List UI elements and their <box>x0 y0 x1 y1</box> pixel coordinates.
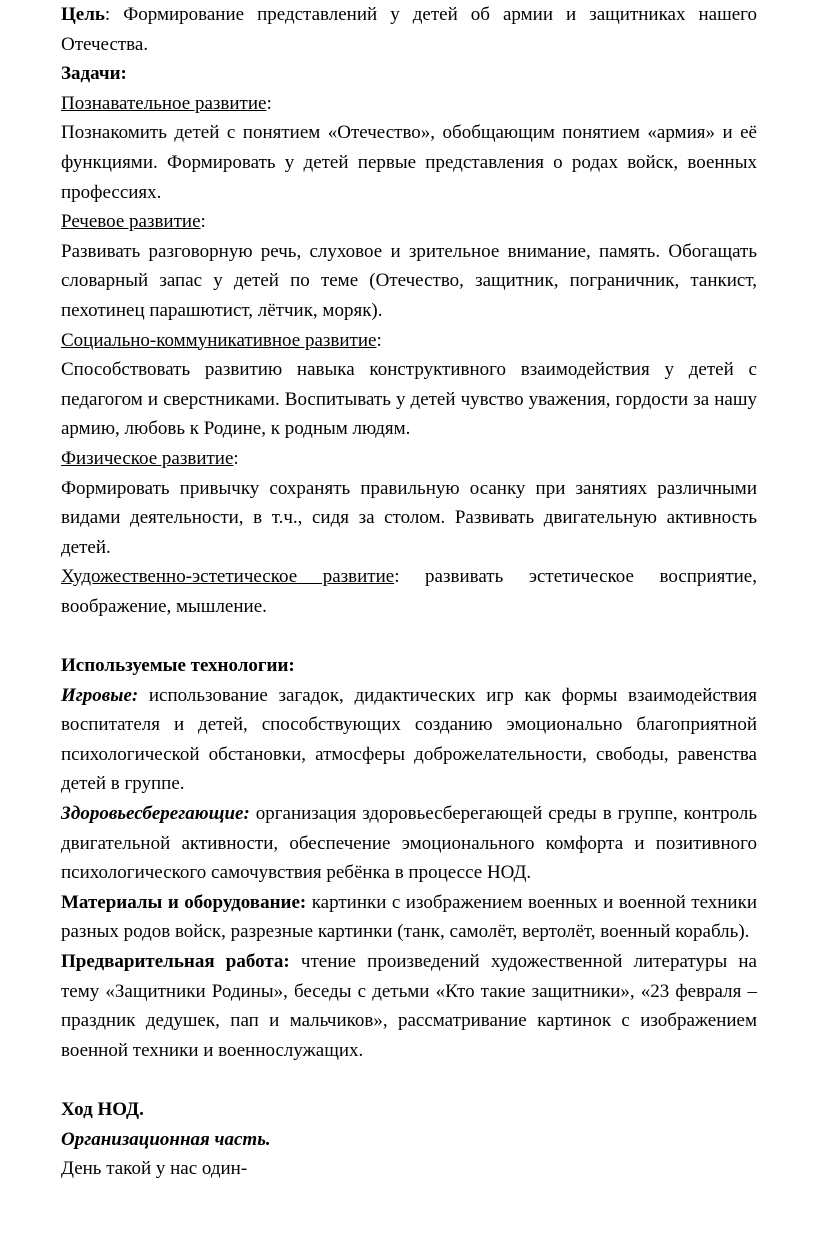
game-tech-text: использование загадок, дидактических игр как формы взаимодействия воспитателя и детей, способствующих созданию эмоционально благоприятной психологической обстановки, атмосферы доброжелательности, свободы, равенства детей в группе. <box>61 684 757 795</box>
artistic-text: : развивать эстетическое восприятие, воображение, мышление. <box>61 566 757 617</box>
goal-label: Цель <box>61 4 105 25</box>
social-text: Способствовать развитию навыка конструктивного взаимодействия у детей с педагогом и сверстниками. Воспитывать у детей чувство уважения, гордости за нашу армию, любовь к Родине, к родным людям. <box>61 359 757 440</box>
goal-paragraph <box>61 0 757 59</box>
physical-label: Физическое развитие <box>61 447 234 469</box>
health-tech-paragraph <box>61 799 757 888</box>
materials-paragraph <box>61 888 757 947</box>
goal-text: : Формирование представлений у детей об армии и защитниках нашего Отечества. <box>61 4 757 55</box>
speech-label-line: Речевое развитие: <box>61 211 206 233</box>
social-label-line: Социально-коммуникативное развитие: <box>61 329 382 351</box>
document-page <box>61 0 757 1184</box>
materials-text: картинки с изображением военных и военной техники разных родов войск, разрезные картинки (танк, самолёт, вертолёт, военный корабль). <box>61 891 757 943</box>
game-tech-paragraph <box>61 681 757 799</box>
speech-label: Речевое развитие <box>61 211 201 233</box>
artistic-label: Художественно-эстетическое развитие <box>61 566 395 588</box>
cognitive-label-line: Познавательное развитие: <box>61 92 272 114</box>
social-label: Социально-коммуникативное развитие <box>61 329 377 351</box>
speech-text: Развивать разговорную речь, слуховое и зрительное внимание, память. Обогащать словарный запас у детей по теме (Отечество, защитник, пограничник, танкист, пехотинец парашютист, лётчик, моряк). <box>61 240 757 321</box>
blank-line <box>61 1065 757 1095</box>
physical-text: Формировать привычку сохранять правильную осанку при занятиях различными видами деятельности, в т.ч., сидя за столом. Развивать двигательную активность детей. <box>61 477 757 558</box>
lesson-part-heading: Организационная часть. <box>61 1128 271 1150</box>
cognitive-label: Познавательное развитие <box>61 92 267 114</box>
health-tech-text: организация здоровьесберегающей среды в группе, контроль двигательной активности, обеспечение эмоционального комфорта и позитивного психологического самочувствия ребёнка в процессе НОД. <box>61 803 757 884</box>
cognitive-text: Познакомить детей с понятием «Отечество», обобщающим понятием «армия» и её функциями. Формировать у детей первые представления о родах войск, военных профессиях. <box>61 122 757 203</box>
tasks-heading: Задачи: <box>61 63 127 85</box>
artistic-paragraph <box>61 562 757 621</box>
lesson-first-line: День такой у нас один- <box>61 1158 248 1180</box>
blank-line <box>61 621 757 651</box>
materials-label: Материалы и оборудование: <box>61 891 307 913</box>
physical-label-line: Физическое развитие: <box>61 447 239 469</box>
technologies-heading: Используемые технологии: <box>61 655 295 677</box>
preliminary-text: чтение произведений художественной литературы на тему «Защитники Родины», беседы с детьми «Кто такие защитники», «23 февраля – праздник дедушек, пап и мальчиков», рассматривание картинок с изображением военной техники и военнослужащих. <box>61 951 757 1061</box>
preliminary-label: Предварительная работа: <box>61 951 290 972</box>
health-tech-label: Здоровьесберегающие: <box>61 803 250 825</box>
preliminary-paragraph <box>61 947 757 1065</box>
game-tech-label: Игровые: <box>61 684 139 706</box>
lesson-heading: Ход НОД. <box>61 1098 144 1120</box>
